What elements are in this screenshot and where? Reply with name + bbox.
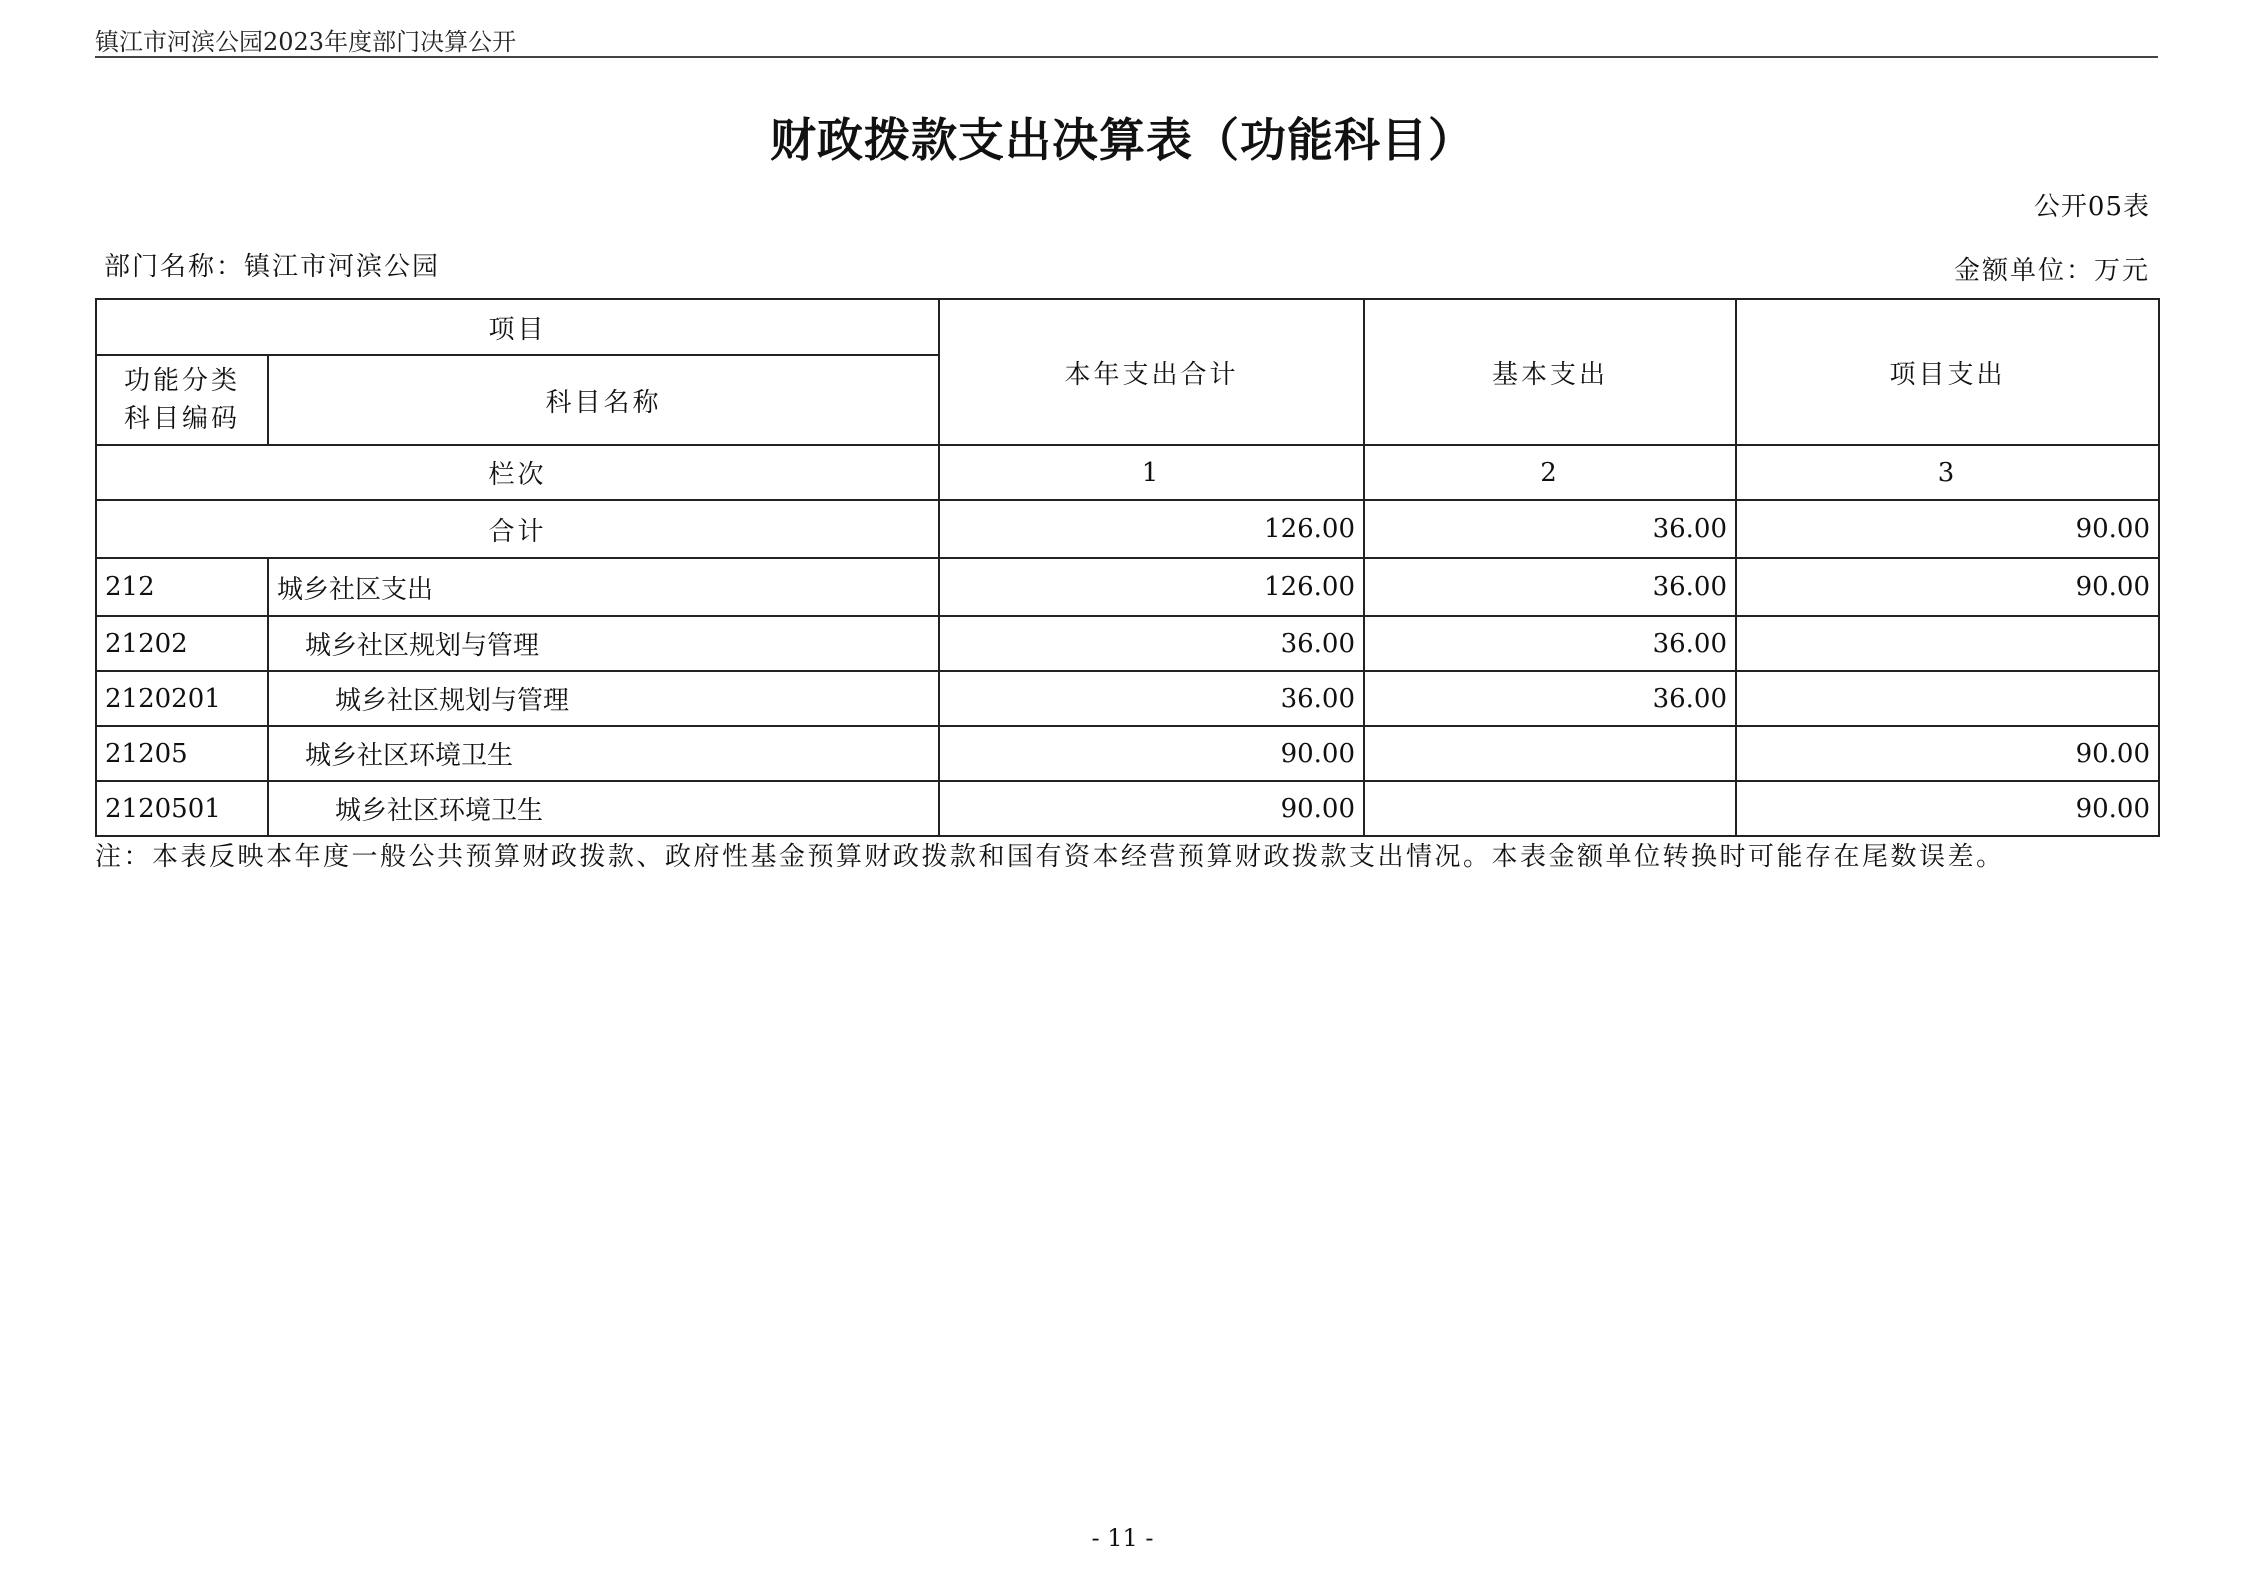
column-index-3: 3 [1736,445,2159,500]
row-name: 城乡社区环境卫生 [268,781,939,836]
row-project [1736,671,2159,726]
header-total: 本年支出合计 [939,299,1364,445]
total-value-project: 90.00 [1736,500,2159,558]
row-code: 21202 [96,616,268,671]
total-value-basic: 36.00 [1364,500,1736,558]
header-project: 项目 [96,299,939,355]
row-name: 城乡社区规划与管理 [268,671,939,726]
header-basic: 基本支出 [1364,299,1736,445]
row-total: 90.00 [939,726,1364,781]
row-name: 城乡社区环境卫生 [268,726,939,781]
total-row [96,500,2159,558]
form-number: 公开05表 [2033,192,2150,222]
amount-unit: 金额单位：万元 [1953,256,2150,286]
table-row [96,781,2159,836]
row-basic [1364,726,1736,781]
row-code: 21205 [96,726,268,781]
row-project: 90.00 [1736,781,2159,836]
total-value-total: 126.00 [939,500,1364,558]
row-code: 2120501 [96,781,268,836]
department-name: 部门名称：镇江市河滨公园 [104,252,441,282]
page-title: 财政拨款支出决算表（功能科目） [770,113,1475,167]
header-rule [95,56,2158,58]
row-total: 90.00 [939,781,1364,836]
table-row [96,671,2159,726]
row-total: 36.00 [939,616,1364,671]
row-code: 2120201 [96,671,268,726]
row-name: 城乡社区规划与管理 [268,616,939,671]
row-project: 90.00 [1736,726,2159,781]
row-code: 212 [96,558,268,616]
header-project-expenditure: 项目支出 [1736,299,2159,445]
column-index-row [96,445,2159,500]
row-total: 36.00 [939,671,1364,726]
table-note: 注：本表反映本年度一般公共预算财政拨款、政府性基金预算财政拨款和国有资本经营预算财政拨款支出情况。本表金额单位转换时可能存在尾数误差。 [95,842,2005,872]
table-row [96,558,2159,616]
table-header-row-1 [96,299,2159,355]
row-basic [1364,781,1736,836]
row-project: 90.00 [1736,558,2159,616]
table-row [96,726,2159,781]
row-project [1736,616,2159,671]
row-name: 城乡社区支出 [268,558,939,616]
row-basic: 36.00 [1364,558,1736,616]
row-basic: 36.00 [1364,671,1736,726]
running-header: 镇江市河滨公园2023年度部门决算公开 [95,28,517,56]
row-total: 126.00 [939,558,1364,616]
expenditure-table [95,298,2160,837]
total-label: 合计 [96,500,939,558]
row-basic: 36.00 [1364,616,1736,671]
column-index-1: 1 [939,445,1364,500]
page-number: - 11 - [1091,1524,1154,1552]
table-row [96,616,2159,671]
column-index-2: 2 [1364,445,1736,500]
header-code: 功能分类科目编码 [96,355,268,445]
header-name: 科目名称 [268,355,939,445]
column-index-label: 栏次 [96,445,939,500]
